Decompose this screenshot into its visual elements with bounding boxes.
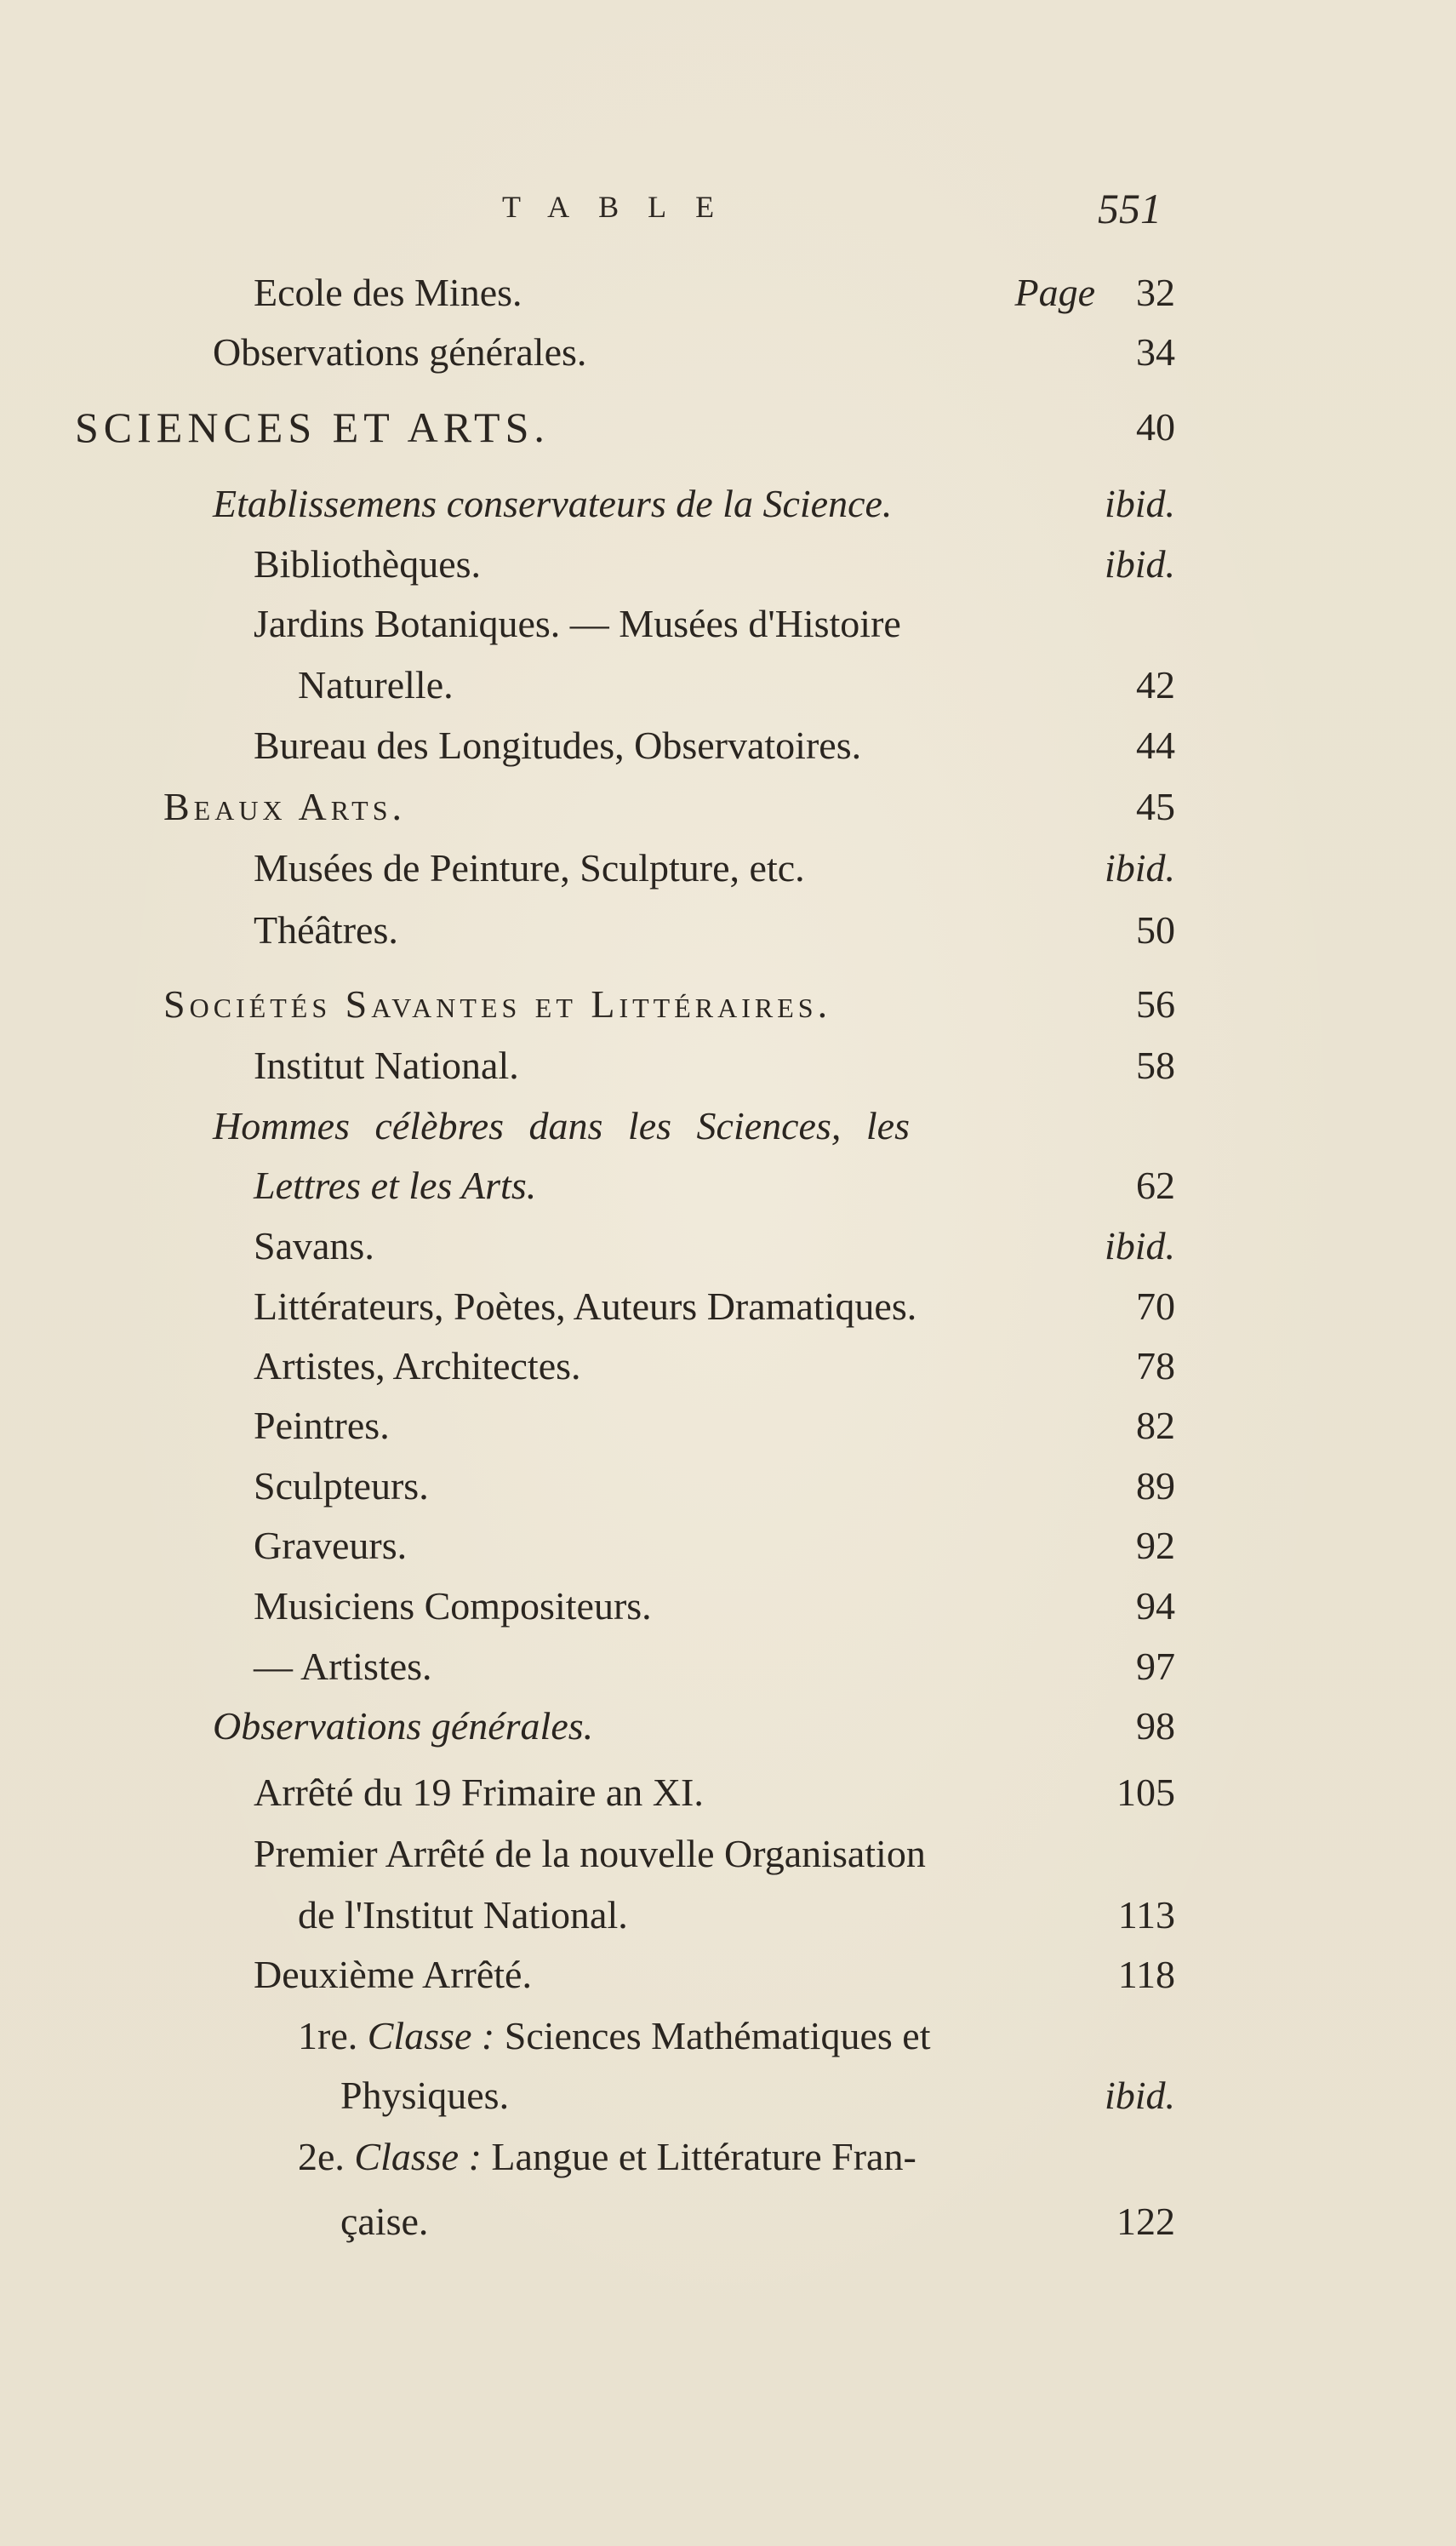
entry-page: 92 [1136, 1524, 1175, 1567]
toc-entry-continuation [0, 1890, 1456, 1941]
toc-entry [0, 720, 1456, 771]
toc-subsection [0, 1101, 1456, 1152]
entry-label: Graveurs. [254, 1524, 408, 1567]
class-number: 2e. [298, 2135, 345, 2178]
header-title: TABLE [502, 190, 744, 224]
entry-page: 40 [1136, 405, 1175, 449]
toc-entry-continuation [0, 2070, 1456, 2121]
toc-entry [0, 843, 1456, 894]
entry-page: ibid. [1104, 1224, 1175, 1267]
class-label: Classe : [354, 2135, 482, 2178]
entry-label: Musiciens Compositeurs. [254, 1584, 652, 1628]
entry-label: Observations générales. [213, 330, 587, 374]
entry-label: Théâtres. [254, 908, 398, 952]
entry-page: 70 [1136, 1284, 1175, 1328]
entry-label [298, 2131, 916, 2183]
header-page-number: 551 [1098, 185, 1162, 232]
running-header [0, 185, 1456, 240]
entry-label: Ecole des Mines. [254, 271, 522, 314]
entry-label: Beaux Arts. [163, 785, 407, 828]
entry-page: 45 [1136, 785, 1175, 828]
page-prefix: Page [1014, 271, 1095, 314]
toc-section-heading [0, 979, 1456, 1030]
entry-page: 94 [1136, 1584, 1175, 1628]
entry-page: 82 [1136, 1404, 1175, 1447]
toc-entry [0, 1400, 1456, 1451]
entry-label: Deuxième Arrêté. [254, 1953, 532, 1996]
toc-entry-continuation [0, 660, 1456, 711]
entry-label: Observations générales. [213, 1704, 594, 1748]
toc-entry [0, 2011, 1456, 2062]
entry-label: Artistes, Architectes. [254, 1344, 581, 1387]
entry-page: 34 [1136, 330, 1175, 374]
entry-label: Bureau des Longitudes, Observatoires. [254, 724, 862, 767]
entry-page: 113 [1117, 1893, 1175, 1937]
toc-entry [0, 539, 1456, 590]
toc-entry [0, 1641, 1456, 1692]
entry-page: 44 [1136, 724, 1175, 767]
class-name: Sciences Mathématiques et [504, 2014, 931, 2057]
entry-label: Premier Arrêté de la nouvelle Organisation [254, 1832, 926, 1875]
entry-label: Savans. [254, 1224, 374, 1267]
entry-label: Sculpteurs. [254, 1464, 429, 1508]
entry-label: SCIENCES ET ARTS. [75, 403, 550, 451]
toc-entry [0, 1040, 1456, 1091]
toc-entry [0, 1767, 1456, 1818]
entry-page: 97 [1136, 1645, 1175, 1688]
entry-label: Hommes célèbres dans les Sciences, les [213, 1104, 910, 1147]
entry-label: Musées de Peinture, Sculpture, etc. [254, 846, 805, 890]
class-number: 1re. [298, 2014, 358, 2057]
toc-section-heading [0, 402, 1456, 453]
toc-subsection [0, 1701, 1456, 1752]
toc-entry [0, 2131, 1456, 2183]
class-label: Classe : [367, 2014, 495, 2057]
toc-subsection [0, 478, 1456, 529]
entry-page: 62 [1136, 1164, 1175, 1207]
entry-page: ibid. [1104, 482, 1175, 525]
entry-page: 56 [1136, 982, 1175, 1026]
toc-entry [0, 905, 1456, 956]
entry-page: 98 [1136, 1704, 1175, 1748]
entry-page: 118 [1117, 1953, 1175, 1996]
entry-page: ibid. [1104, 846, 1175, 890]
entry-label: Peintres. [254, 1404, 390, 1447]
toc-entry [0, 1581, 1456, 1632]
entry-label: Bibliothèques. [254, 542, 482, 586]
toc-entry [0, 1828, 1456, 1879]
entry-label [298, 2011, 930, 2062]
toc-entry [0, 1949, 1456, 2000]
entry-page: 50 [1136, 908, 1175, 952]
toc-entry [0, 1461, 1456, 1512]
entry-page: 105 [1116, 1771, 1175, 1814]
toc-entry [0, 327, 1456, 378]
entry-label: Littérateurs, Poètes, Auteurs Dramatiques. [254, 1284, 917, 1328]
entry-label: — Artistes. [254, 1645, 432, 1688]
entry-label: çaise. [340, 2200, 429, 2243]
entry-label: Naturelle. [298, 663, 454, 707]
entry-page: 58 [1136, 1044, 1175, 1087]
toc-entry [0, 1341, 1456, 1392]
entry-label: de l'Institut National. [298, 1893, 628, 1937]
entry-page: ibid. [1104, 2074, 1175, 2117]
toc-entry [0, 1281, 1456, 1332]
entry-label: Lettres et les Arts. [254, 1164, 537, 1207]
toc-entry [0, 267, 1456, 318]
entry-page: 78 [1136, 1344, 1175, 1387]
entry-page: 89 [1136, 1464, 1175, 1508]
entry-page [1014, 267, 1175, 318]
entry-label: Institut National. [254, 1044, 519, 1087]
entry-page: 42 [1136, 663, 1175, 707]
toc-entry [0, 1520, 1456, 1571]
class-name: Langue et Littérature Fran- [491, 2135, 916, 2178]
entry-label: Arrêté du 19 Frimaire an XI. [254, 1771, 704, 1814]
entry-label: Sociétés Savantes et Littéraires. [163, 982, 832, 1026]
entry-page: 122 [1116, 2200, 1175, 2243]
entry-label: Etablissemens conservateurs de la Science. [213, 482, 893, 525]
entry-label: Physiques. [340, 2074, 510, 2117]
toc-section-heading [0, 781, 1456, 832]
toc-entry-continuation [0, 2196, 1456, 2247]
entry-page-number: 32 [1136, 271, 1175, 314]
entry-page: ibid. [1104, 542, 1175, 586]
entry-label: Jardins Botaniques. — Musées d'Histoire [254, 602, 901, 645]
toc-entry [0, 1221, 1456, 1272]
toc-entry [0, 598, 1456, 649]
toc-subsection-continuation [0, 1160, 1456, 1211]
